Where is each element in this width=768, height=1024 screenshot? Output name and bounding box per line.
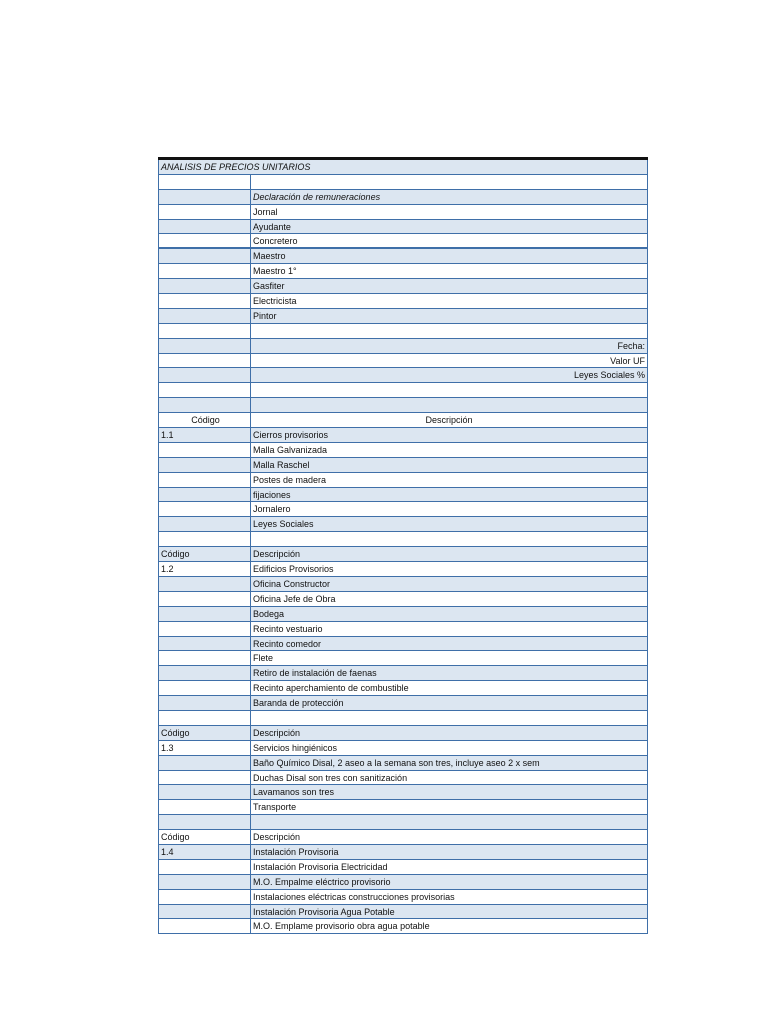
description-cell: Descripción [253, 727, 301, 738]
code-cell: 1.1 [159, 428, 251, 442]
code-cell [159, 919, 251, 933]
code-cell [159, 190, 251, 204]
code-cell: Código [159, 726, 251, 740]
code-cell [159, 517, 251, 531]
table-row [158, 547, 648, 562]
description-cell: Transporte [253, 802, 297, 813]
table-row [158, 622, 648, 637]
table-row [158, 413, 648, 428]
table-row [158, 741, 648, 756]
code-cell [159, 368, 251, 382]
description-cell: Recinto comedor [253, 638, 322, 649]
code-cell [159, 309, 251, 323]
code-cell [159, 249, 251, 263]
code-cell [159, 890, 251, 904]
code-cell [159, 532, 251, 546]
table-row [158, 264, 648, 279]
title-row [158, 160, 648, 175]
description-cell: Concretero [253, 236, 298, 247]
description-cell: Maestro [253, 251, 286, 262]
table-row [158, 488, 648, 503]
code-cell [159, 502, 251, 516]
table-row [158, 771, 648, 786]
code-cell [159, 220, 251, 234]
description-cell: Malla Raschel [253, 459, 310, 470]
table-row [158, 294, 648, 309]
table-row [158, 458, 648, 473]
description-cell: Postes de madera [253, 474, 327, 485]
code-cell [159, 473, 251, 487]
table-row [158, 890, 648, 905]
description-cell: Descripción [425, 415, 473, 426]
code-cell [159, 651, 251, 665]
description-cell: Malla Galvanizada [253, 444, 328, 455]
table-row [158, 175, 648, 190]
description-cell: Flete [253, 653, 274, 664]
description-cell: Servicios hingiénicos [253, 742, 338, 753]
description-cell: Recinto aperchamiento de combustible [253, 683, 409, 694]
code-cell [159, 800, 251, 814]
code-cell [159, 622, 251, 636]
description-cell: Lavamanos son tres [253, 787, 335, 798]
sheet-title: ANALISIS DE PRECIOS UNITARIOS [161, 162, 311, 172]
code-cell: 1.3 [159, 741, 251, 755]
description-cell: Baño Químico Disal, 2 aseo a la semana son tres, incluye aseo 2 x sem [253, 757, 540, 768]
description-cell: Duchas Disal son tres con sanitización [253, 772, 408, 783]
code-cell [159, 205, 251, 219]
code-cell [159, 681, 251, 695]
description-cell: Fecha: [617, 340, 645, 351]
code-cell [159, 264, 251, 278]
description-cell [251, 324, 647, 338]
code-cell: 1.4 [159, 845, 251, 859]
table-row [158, 398, 648, 413]
table-row [158, 860, 648, 875]
description-cell [251, 532, 647, 546]
code-cell [159, 458, 251, 472]
table-row [158, 220, 648, 235]
table-row [158, 726, 648, 741]
table-row [158, 309, 648, 324]
description-cell: Bodega [253, 608, 285, 619]
code-cell: 1.2 [159, 562, 251, 576]
code-cell: Código [159, 413, 251, 427]
code-cell [159, 756, 251, 770]
table-row [158, 190, 648, 205]
table-row [158, 905, 648, 920]
table-row [158, 249, 648, 264]
table-row [158, 875, 648, 890]
code-cell: Código [159, 830, 251, 844]
code-cell [159, 577, 251, 591]
description-cell: Pintor [253, 310, 277, 321]
code-cell [159, 339, 251, 353]
table-row [158, 517, 648, 532]
description-cell [251, 175, 647, 189]
table-row [158, 800, 648, 815]
description-cell: Instalación Provisoria Agua Potable [253, 906, 395, 917]
description-cell: Ayudante [253, 221, 291, 232]
description-cell: Cierros provisorios [253, 430, 329, 441]
code-cell [159, 592, 251, 606]
code-cell [159, 354, 251, 368]
code-cell [159, 488, 251, 502]
description-cell: M.O. Emplame provisorio obra agua potable [253, 921, 430, 932]
table-row [158, 607, 648, 622]
description-cell: Instalación Provisoria [253, 846, 339, 857]
description-cell: Jornal [253, 206, 278, 217]
table-row [158, 532, 648, 547]
table-row [158, 205, 648, 220]
code-cell [159, 398, 251, 412]
table-row [158, 473, 648, 488]
description-cell: Descripción [253, 549, 301, 560]
code-cell [159, 324, 251, 338]
table-row [158, 562, 648, 577]
table-row [158, 443, 648, 458]
code-cell [159, 383, 251, 397]
code-cell [159, 175, 251, 189]
description-cell: Baranda de protección [253, 698, 344, 709]
description-cell [251, 398, 647, 412]
spreadsheet-table [158, 157, 648, 934]
description-cell: Declaración de remuneraciones [253, 191, 381, 202]
table-row [158, 815, 648, 830]
description-cell: Descripción [253, 832, 301, 843]
description-cell: Leyes Sociales [253, 519, 314, 530]
code-cell [159, 860, 251, 874]
table-row [158, 368, 648, 383]
code-cell [159, 443, 251, 457]
code-cell [159, 875, 251, 889]
description-cell: Recinto vestuario [253, 623, 323, 634]
code-cell [159, 696, 251, 710]
code-cell [159, 785, 251, 799]
code-cell [159, 279, 251, 293]
table-row [158, 428, 648, 443]
description-cell: Maestro 1° [253, 266, 297, 277]
code-cell [159, 294, 251, 308]
table-row [158, 234, 648, 249]
description-cell: Oficina Jefe de Obra [253, 593, 336, 604]
description-cell [251, 383, 647, 397]
table-row [158, 696, 648, 711]
code-cell [159, 666, 251, 680]
description-cell: M.O. Empalme eléctrico provisorio [253, 876, 391, 887]
table-row [158, 502, 648, 517]
table-row [158, 324, 648, 339]
description-cell [251, 815, 647, 829]
description-cell: Jornalero [253, 504, 291, 515]
description-cell: Instalación Provisoria Electricidad [253, 861, 388, 872]
table-row [158, 279, 648, 294]
description-cell: Instalaciones eléctricas construcciones provisorias [253, 891, 455, 902]
description-cell: Edificios Provisorios [253, 564, 334, 575]
code-cell [159, 905, 251, 919]
code-cell [159, 607, 251, 621]
code-cell [159, 711, 251, 725]
description-cell: Electricista [253, 296, 297, 307]
table-body [158, 175, 648, 934]
code-cell [159, 771, 251, 785]
description-cell: fijaciones [253, 489, 291, 500]
table-row [158, 756, 648, 771]
table-row [158, 651, 648, 666]
description-cell: Gasfiter [253, 281, 285, 292]
description-cell: Oficina Constructor [253, 578, 331, 589]
table-row [158, 919, 648, 934]
code-cell: Código [159, 547, 251, 561]
table-row [158, 785, 648, 800]
table-row [158, 577, 648, 592]
table-row [158, 637, 648, 652]
description-cell: Retiro de instalación de faenas [253, 668, 377, 679]
table-row [158, 592, 648, 607]
table-row [158, 666, 648, 681]
description-cell: Valor UF [610, 355, 645, 366]
table-row [158, 339, 648, 354]
code-cell [159, 234, 251, 247]
description-cell [251, 711, 647, 725]
code-cell [159, 637, 251, 651]
table-row [158, 354, 648, 369]
table-row [158, 830, 648, 845]
table-row [158, 845, 648, 860]
table-row [158, 383, 648, 398]
description-cell: Leyes Sociales % [573, 370, 645, 381]
table-row [158, 681, 648, 696]
table-row [158, 711, 648, 726]
code-cell [159, 815, 251, 829]
